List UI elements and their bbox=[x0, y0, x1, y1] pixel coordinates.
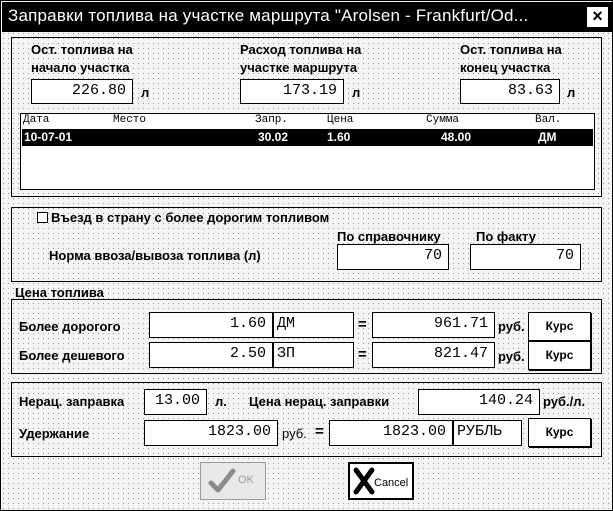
irrational-refuel-label: Нерац. заправка bbox=[19, 394, 125, 409]
irrational-refuel-unit: л. bbox=[215, 394, 227, 409]
column-date[interactable]: Дата bbox=[23, 114, 50, 126]
withhold-equals: = bbox=[315, 423, 324, 440]
by-reference-field[interactable]: 70 bbox=[337, 244, 449, 270]
withhold-label: Удержание bbox=[19, 426, 90, 441]
list-header bbox=[21, 114, 594, 128]
import-checkbox-label[interactable]: Въезд в страну с более дорогим топливом bbox=[51, 210, 330, 225]
expensive-rub-unit: руб. bbox=[498, 319, 525, 334]
by-reference-label: По справочнику bbox=[337, 229, 441, 244]
title-bar[interactable] bbox=[2, 2, 612, 32]
withhold-rate-button[interactable]: Курс bbox=[528, 418, 591, 447]
expensive-equals: = bbox=[358, 316, 367, 333]
consumption-label-2: участке маршрута bbox=[240, 60, 358, 75]
list-item[interactable] bbox=[22, 129, 593, 146]
expensive-currency-field[interactable]: ДМ bbox=[273, 312, 354, 338]
withhold-currency-field[interactable]: РУБЛЬ bbox=[453, 420, 522, 446]
import-checkbox[interactable] bbox=[37, 212, 48, 223]
ok-button[interactable] bbox=[200, 462, 266, 500]
ok-label: OK bbox=[238, 474, 254, 486]
column-place[interactable]: Место bbox=[113, 114, 147, 126]
cheaper-rub-unit: руб. bbox=[498, 349, 525, 364]
start-fuel-label-2: начало участка bbox=[31, 60, 130, 75]
irrational-price-unit: руб./л. bbox=[543, 394, 586, 409]
window-title: Заправки топлива на участке маршрута "Arolsen - Frankfurt/Od... bbox=[8, 6, 529, 25]
start-fuel-unit: л bbox=[141, 85, 150, 100]
withhold-unit: руб. bbox=[282, 426, 307, 441]
row-sum: 48.00 bbox=[441, 130, 472, 144]
close-button[interactable]: × bbox=[586, 6, 609, 28]
column-price[interactable]: Цена bbox=[327, 114, 354, 126]
actual-label: По факту bbox=[476, 229, 536, 244]
expensive-rate-button[interactable]: Курс bbox=[528, 312, 591, 341]
start-fuel-field[interactable]: 226.80 bbox=[31, 79, 133, 104]
cheaper-rate-button[interactable]: Курс bbox=[528, 341, 591, 370]
end-fuel-label-2: конец участка bbox=[460, 60, 551, 75]
start-fuel-label-1: Ост. топлива на bbox=[31, 42, 133, 57]
column-currency[interactable]: Вал. bbox=[535, 114, 562, 126]
row-date: 10-07-01 bbox=[24, 130, 73, 144]
row-amount: 30.02 bbox=[258, 130, 289, 144]
norm-label: Норма ввоза/вывоза топлива (л) bbox=[49, 248, 261, 263]
expensive-price-field[interactable]: 1.60 bbox=[149, 312, 273, 338]
withhold-total-field[interactable]: 1823.00 bbox=[329, 420, 453, 446]
cancel-button[interactable] bbox=[348, 462, 414, 500]
expensive-rub-field[interactable]: 961.71 bbox=[372, 312, 495, 338]
cheaper-label: Более дешевого bbox=[19, 348, 125, 363]
consumption-label-1: Расход топлива на bbox=[240, 42, 362, 57]
row-price: 1.60 bbox=[327, 130, 351, 144]
end-fuel-unit: л bbox=[567, 85, 576, 100]
expensive-label: Более дорогого bbox=[19, 319, 121, 334]
cheaper-rub-field[interactable]: 821.47 bbox=[372, 342, 495, 368]
actual-field[interactable]: 70 bbox=[470, 244, 581, 270]
consumption-field[interactable]: 173.19 bbox=[240, 79, 344, 104]
refuel-list[interactable] bbox=[20, 113, 595, 190]
column-sum[interactable]: Сумма bbox=[426, 114, 460, 126]
cheaper-currency-field[interactable]: ЗП bbox=[273, 342, 354, 368]
row-currency: ДМ bbox=[538, 130, 557, 144]
cheaper-price-field[interactable]: 2.50 bbox=[149, 342, 273, 368]
end-fuel-field[interactable]: 83.63 bbox=[460, 79, 560, 104]
consumption-unit: л bbox=[352, 85, 361, 100]
column-amount[interactable]: Запр. bbox=[255, 114, 289, 126]
price-group-label: Цена топлива bbox=[15, 285, 104, 300]
irrational-price-field[interactable]: 140.24 bbox=[418, 389, 540, 415]
irrational-refuel-field[interactable]: 13.00 bbox=[144, 389, 207, 415]
cancel-label: Cancel bbox=[374, 477, 409, 489]
end-fuel-label-1: Ост. топлива на bbox=[460, 42, 562, 57]
withhold-field[interactable]: 1823.00 bbox=[144, 420, 278, 446]
checkmark-icon bbox=[201, 463, 265, 499]
cheaper-equals: = bbox=[358, 346, 367, 363]
irrational-price-label: Цена нерац. заправки bbox=[249, 394, 390, 409]
